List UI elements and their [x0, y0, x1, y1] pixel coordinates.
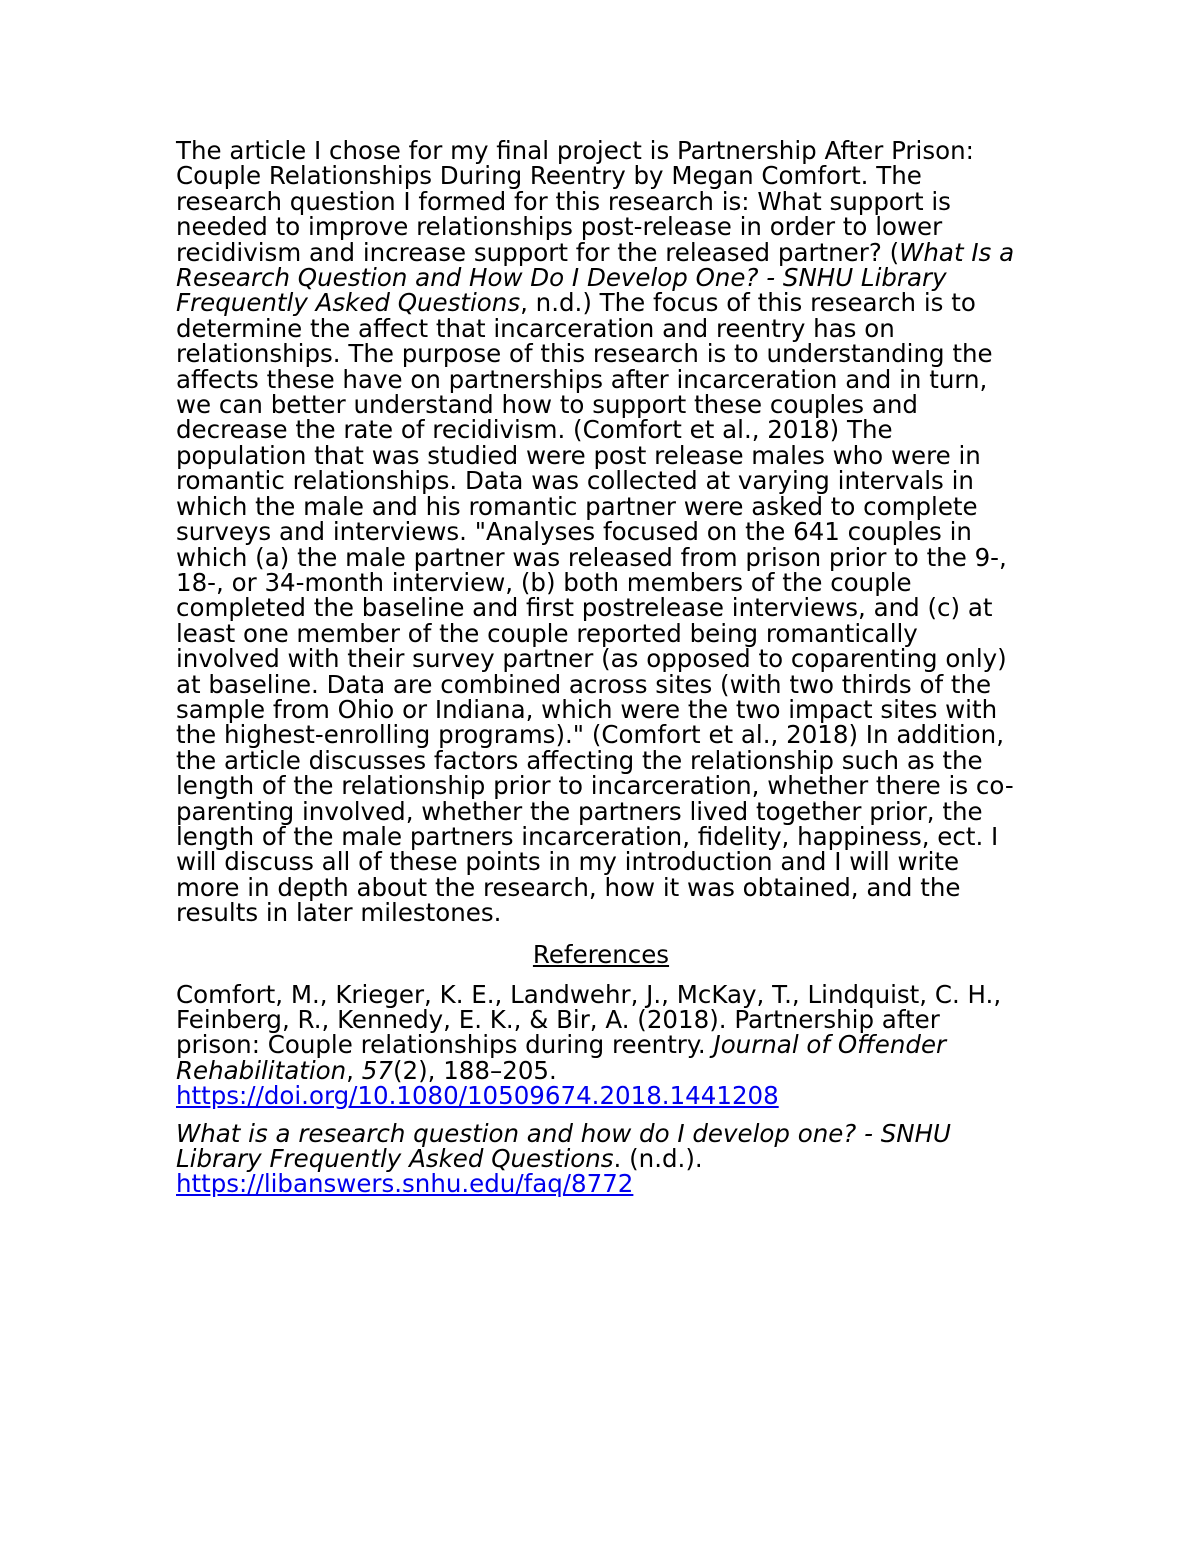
- ref1-comma: ,: [346, 1055, 362, 1085]
- body-paragraph: [176, 138, 1026, 926]
- document-page: [176, 138, 1026, 1197]
- body-italic-title: What Is a Research Question and How Do I Develop One? - SNHU Library Frequently Asked Questions: [176, 237, 1015, 318]
- reference-entry-comfort: [176, 979, 1026, 1111]
- ref2-url-link[interactable]: https://libanswers.snhu.edu/faq/8772: [176, 1169, 634, 1199]
- ref2-title: What is a research question and how do I develop one? - SNHU Library Frequently Asked Questions: [176, 1118, 951, 1174]
- body-text-1: The article I chose for my final project is Partnership After Prison: Couple Relationships During Reentry by Megan Comfort. The research question I formed for this research is: What support is needed to improve relationships post-release in order to lower recidivism and increase support for the released partner? (: [176, 136, 974, 267]
- ref1-volume: 57: [361, 1055, 393, 1085]
- ref1-doi-link[interactable]: https://doi.org/10.1080/10509674.2018.1441208: [176, 1081, 779, 1111]
- ref1-issue-pages: (2), 188–205.: [392, 1055, 557, 1085]
- ref2-date: . (n.d.).: [613, 1144, 703, 1174]
- ref1-authors: Comfort, M., Krieger, K. E., Landwehr, J., McKay, T., Lindquist, C. H., Feinberg, R., Kennedy, E. K., & Bir, A. (2018). Partnership after prison: Couple relationships during reentry.: [176, 979, 1002, 1060]
- ref1-journal: Journal of Offender Rehabilitation: [176, 1030, 947, 1085]
- reference-entry-snhu: [176, 1118, 1026, 1199]
- body-text-2: , n.d.) The focus of this research is to determine the affect that incarceration and reentry has on relationships. The purpose of this research is to understanding the affects these have on partnerships after incarceration and in turn, we can better understand how to support these couples and decrease the rate of recidivism. (Comfort et al., 2018) The population that was studied were post release males who were in romantic relationships. Data was collected at varying intervals in which the male and his romantic partner were asked to complete surveys and interviews. "Analyses focused on the 641 couples in which (a) the male partner was released from prison prior to the 9-, 18-, or 34-month interview, (b) both members of the couple completed the baseline and first postrelease interviews, and (c) at least one member of the couple reported being romantically involved with their survey partner (as opposed to coparenting only) at baseline. Data are combined across sites (with two thirds of the sample from Ohio or Indiana, which were the two impact sites with the highest-enrolling programs)." (Comfort et al., 2018) In addition, the article discusses factors affecting the relationship such as the length of the relationship prior to incarceration, whether there is co-parenting involved, whether the partners lived together prior, the length of the male partners incarceration, fidelity, happiness, ect. I will discuss all of these points in my introduction and I will write more in depth about the research, how it was obtained, and the results in later milestones.: [176, 288, 1014, 928]
- references-heading: References: [532, 939, 670, 969]
